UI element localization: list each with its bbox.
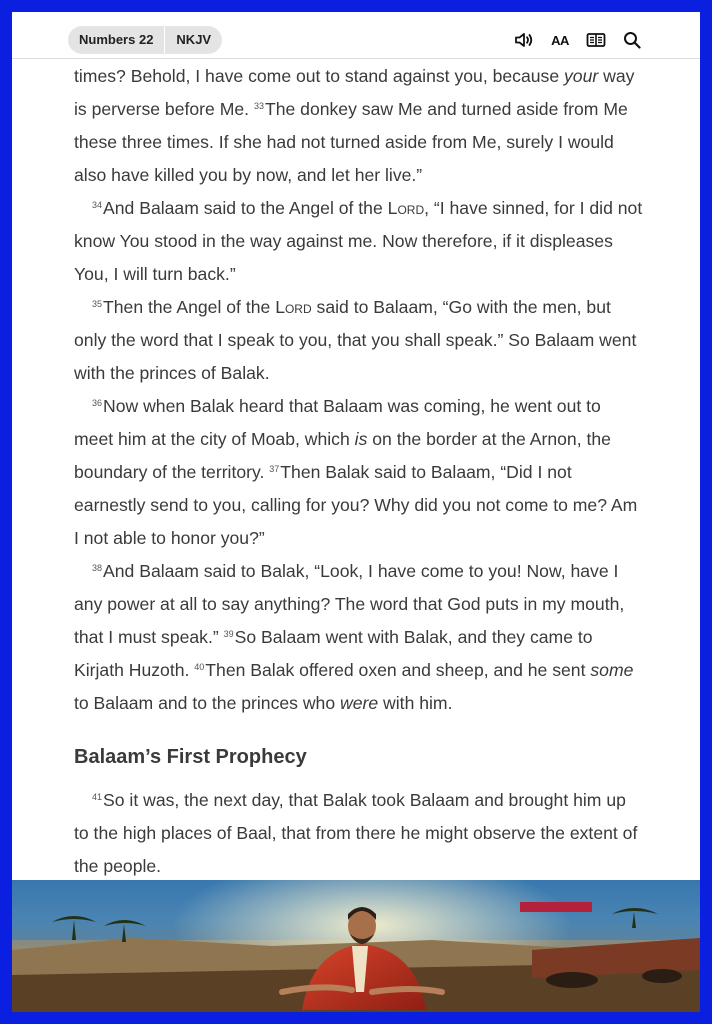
paragraph (74, 192, 644, 291)
verse-text[interactable]: times? Behold, I have come out to stand against you, because (74, 66, 564, 86)
book-icon[interactable] (586, 30, 606, 50)
divine-name: Lord (387, 198, 425, 218)
verse-text[interactable]: with him. (378, 693, 453, 713)
verse-text[interactable]: And Balaam said to Balak, “Look, I have come to you! Now, have I any power at all to say anything? The word that God puts in my mouth, that I must speak.” (74, 561, 625, 647)
version-button[interactable]: NKJV (176, 32, 212, 47)
section-heading: Balaam’s First Prophecy (74, 746, 307, 768)
scripture-text (74, 60, 644, 883)
italic-word: some (590, 660, 634, 680)
verse-text[interactable]: Then Balak offered oxen and sheep, and he sent (205, 660, 591, 680)
search-icon[interactable] (622, 30, 642, 50)
verse-text[interactable]: to Balaam and to the princes who (74, 693, 341, 713)
verse-number[interactable]: 41 (92, 792, 103, 802)
top-toolbar (12, 12, 700, 59)
text-size-label: AA (551, 32, 569, 48)
verse-text[interactable]: said to Balaam, “Go with the men, but only the word that I speak to you, that you shall speak.” So Balaam went with the princes of Balak. (74, 297, 637, 383)
italic-word: your (564, 66, 599, 86)
verse-text[interactable]: Then the Angel of the (103, 297, 276, 317)
verse-text[interactable]: Now when Balak heard that Balaam was coming, he went out to meet him at the city of Moab, which (74, 396, 601, 449)
book-chapter-button[interactable]: Numbers 22 (79, 32, 154, 47)
verse-number[interactable]: 38 (92, 563, 103, 573)
verse-text[interactable]: Then Balak said to Balaam, “Did I not earnestly send to you, calling for you? Why did you not come to me? Am I not able to honor you?” (74, 462, 638, 548)
toolbar-actions (514, 26, 642, 54)
verse-number[interactable]: 37 (269, 464, 280, 474)
verse-number[interactable]: 35 (92, 299, 103, 309)
verse-number[interactable]: 36 (92, 398, 103, 408)
paragraph (74, 291, 644, 390)
verse-text[interactable]: way is perverse before Me. (74, 66, 635, 119)
verse-text[interactable]: So Balaam went with Balak, and they came to Kirjath Huzoth. (74, 627, 593, 680)
verse-text[interactable]: And Balaam said to the Angel of the (103, 198, 388, 218)
video-badge (520, 902, 592, 912)
verse-number[interactable]: 39 (223, 629, 234, 639)
divine-name: Lord (275, 297, 312, 317)
paragraph (74, 390, 644, 555)
reader-window (12, 12, 700, 1012)
verse-text[interactable]: on the border at the Arnon, the boundary of the territory. (74, 429, 611, 482)
verse-text[interactable]: , “I have sinned, for I did not know You stood in the way against me. Now therefore, if it displeases You, I will turn back.” (74, 198, 643, 284)
paragraph (74, 60, 644, 192)
text-size-icon[interactable] (550, 30, 570, 50)
verse-text[interactable]: The donkey saw Me and turned aside from Me these three times. If she had not turned aside from Me, surely I would also have killed you by now, and let her live.” (74, 99, 628, 185)
verse-text[interactable]: So it was, the next day, that Balak took Balaam and brought him up to the high places of Baal, that from there he might observe the extent of the people. (74, 790, 638, 876)
paragraph (74, 784, 644, 883)
verse-number[interactable]: 33 (253, 101, 264, 111)
video-thumbnail[interactable] (12, 880, 700, 1012)
italic-word: were (340, 693, 379, 713)
verse-number[interactable]: 40 (194, 662, 205, 672)
reference-selector (68, 26, 222, 54)
speaker-icon[interactable] (514, 30, 534, 50)
italic-word: is (354, 429, 368, 449)
verse-number[interactable]: 34 (92, 200, 103, 210)
paragraph (74, 555, 644, 720)
